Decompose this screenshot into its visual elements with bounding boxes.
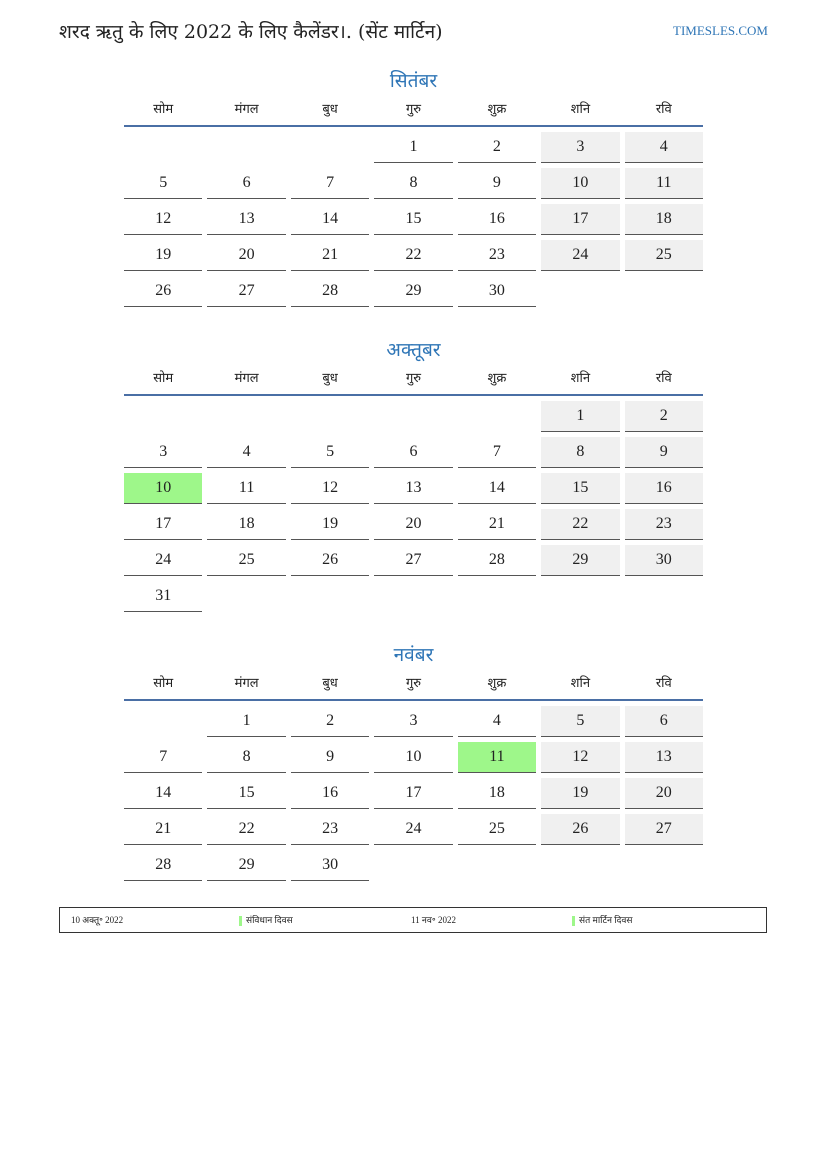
day-cell: 9 — [458, 168, 536, 199]
day-cell: 20 — [207, 240, 285, 271]
empty-cell — [374, 401, 452, 431]
day-cell: 1 — [374, 132, 452, 163]
empty-cell — [207, 401, 285, 431]
day-cell: 4 — [458, 706, 536, 737]
month-september — [124, 67, 703, 307]
weekday-label: बुध — [322, 102, 338, 117]
empty-cell — [541, 276, 619, 306]
day-cell: 24 — [124, 545, 202, 576]
day-cell: 11 — [207, 473, 285, 504]
weekday-label: शनि — [570, 676, 591, 691]
day-cell: 26 — [124, 276, 202, 307]
day-cell: 19 — [124, 240, 202, 271]
day-cell: 13 — [207, 204, 285, 235]
weekday-label: मंगल — [234, 676, 259, 691]
empty-cell — [207, 132, 285, 162]
legend-holiday-name: संविधान दिवस — [246, 915, 293, 925]
empty-cell — [458, 850, 536, 880]
weekday-label: बुध — [322, 371, 338, 386]
day-cell: 16 — [625, 473, 703, 504]
day-cell: 3 — [541, 132, 619, 163]
weekday-label: सोम — [153, 676, 174, 691]
day-cell: 12 — [291, 473, 369, 504]
day-cell: 3 — [374, 706, 452, 737]
empty-cell — [374, 850, 452, 880]
day-cell: 16 — [291, 778, 369, 809]
weekday-header — [124, 669, 703, 701]
day-cell: 13 — [625, 742, 703, 773]
day-cell: 13 — [374, 473, 452, 504]
day-cell: 24 — [541, 240, 619, 271]
day-grid — [124, 401, 703, 612]
day-cell: 8 — [207, 742, 285, 773]
empty-cell — [458, 401, 536, 431]
day-cell: 27 — [207, 276, 285, 307]
day-cell: 5 — [541, 706, 619, 737]
empty-cell — [291, 581, 369, 611]
day-cell: 3 — [124, 437, 202, 468]
day-cell: 20 — [625, 778, 703, 809]
day-cell: 4 — [625, 132, 703, 163]
empty-cell — [541, 850, 619, 880]
month-name: अक्तूबर — [386, 339, 441, 361]
page-title: शरद ऋतु के लिए 2022 के लिए कैलेंडर।. (सेंट मार्टिन) — [59, 21, 443, 43]
day-cell: 26 — [541, 814, 619, 845]
legend-holiday — [239, 908, 293, 932]
day-cell: 1 — [541, 401, 619, 432]
day-cell: 1 — [207, 706, 285, 737]
day-cell: 28 — [291, 276, 369, 307]
empty-cell — [124, 401, 202, 431]
day-cell: 11 — [625, 168, 703, 199]
day-cell: 10 — [374, 742, 452, 773]
day-cell: 12 — [541, 742, 619, 773]
day-cell: 22 — [207, 814, 285, 845]
day-cell: 5 — [291, 437, 369, 468]
weekday-label: गुरु — [405, 676, 422, 691]
day-cell: 19 — [541, 778, 619, 809]
legend-date: 11 नव॰ 2022 — [411, 915, 456, 925]
holiday-marker — [239, 916, 242, 926]
day-cell: 2 — [625, 401, 703, 432]
day-cell: 31 — [124, 581, 202, 612]
month-name: नवंबर — [393, 644, 434, 666]
day-cell: 20 — [374, 509, 452, 540]
weekday-label: शुक्र — [487, 676, 507, 691]
day-cell: 6 — [374, 437, 452, 468]
weekday-label: शनि — [570, 371, 591, 386]
empty-cell — [625, 850, 703, 880]
day-cell: 8 — [541, 437, 619, 468]
day-cell: 6 — [207, 168, 285, 199]
legend-holiday — [572, 908, 633, 932]
day-cell: 27 — [374, 545, 452, 576]
day-cell: 16 — [458, 204, 536, 235]
day-cell: 9 — [625, 437, 703, 468]
day-cell: 9 — [291, 742, 369, 773]
empty-cell — [625, 581, 703, 611]
day-cell: 21 — [124, 814, 202, 845]
month-name: सितंबर — [389, 70, 438, 92]
day-cell: 19 — [291, 509, 369, 540]
day-cell: 4 — [207, 437, 285, 468]
day-cell: 22 — [541, 509, 619, 540]
weekday-label: मंगल — [234, 371, 259, 386]
legend-holiday-name: संत मार्टिन दिवस — [579, 915, 633, 925]
day-cell: 28 — [458, 545, 536, 576]
day-cell: 22 — [374, 240, 452, 271]
empty-cell — [625, 276, 703, 306]
weekday-header — [124, 95, 703, 127]
day-cell: 26 — [291, 545, 369, 576]
weekday-label: रवि — [655, 102, 672, 117]
day-cell: 12 — [124, 204, 202, 235]
holiday-marker — [572, 916, 575, 926]
day-cell: 17 — [124, 509, 202, 540]
day-cell: 23 — [291, 814, 369, 845]
empty-cell — [541, 581, 619, 611]
empty-cell — [124, 132, 202, 162]
empty-cell — [374, 581, 452, 611]
month-october — [124, 336, 703, 612]
day-cell: 17 — [374, 778, 452, 809]
weekday-label: शनि — [570, 102, 591, 117]
day-cell: 29 — [541, 545, 619, 576]
day-cell: 6 — [625, 706, 703, 737]
empty-cell — [207, 581, 285, 611]
weekday-label: बुध — [322, 676, 338, 691]
day-cell: 14 — [458, 473, 536, 504]
empty-cell — [458, 581, 536, 611]
day-cell: 7 — [124, 742, 202, 773]
legend-date: 10 अक्तू॰ 2022 — [71, 915, 124, 925]
day-cell: 2 — [458, 132, 536, 163]
day-cell: 21 — [291, 240, 369, 271]
day-cell: 27 — [625, 814, 703, 845]
weekday-header — [124, 364, 703, 396]
day-cell: 15 — [207, 778, 285, 809]
day-cell: 14 — [124, 778, 202, 809]
day-cell: 25 — [625, 240, 703, 271]
day-cell: 5 — [124, 168, 202, 199]
day-cell: 7 — [458, 437, 536, 468]
day-cell: 18 — [458, 778, 536, 809]
empty-cell — [124, 706, 202, 736]
weekday-label: शुक्र — [487, 102, 507, 117]
weekday-label: गुरु — [405, 371, 422, 386]
weekday-label: सोम — [153, 371, 174, 386]
day-cell: 2 — [291, 706, 369, 737]
empty-cell — [291, 401, 369, 431]
month-november — [124, 641, 703, 881]
day-cell: 15 — [374, 204, 452, 235]
weekday-label: शुक्र — [487, 371, 507, 386]
weekday-label: मंगल — [234, 102, 259, 117]
weekday-label: गुरु — [405, 102, 422, 117]
day-cell: 8 — [374, 168, 452, 199]
day-cell: 30 — [625, 545, 703, 576]
weekday-label: रवि — [655, 371, 672, 386]
day-cell: 25 — [207, 545, 285, 576]
weekday-label: सोम — [153, 102, 174, 117]
site-link[interactable]: TIMESLES.COM — [673, 23, 768, 38]
day-cell: 11 — [458, 742, 536, 773]
day-cell: 17 — [541, 204, 619, 235]
day-cell: 29 — [207, 850, 285, 881]
day-grid — [124, 706, 703, 881]
day-cell: 10 — [541, 168, 619, 199]
day-cell: 29 — [374, 276, 452, 307]
day-cell: 23 — [625, 509, 703, 540]
day-cell: 28 — [124, 850, 202, 881]
day-cell: 21 — [458, 509, 536, 540]
weekday-label: रवि — [655, 676, 672, 691]
day-grid — [124, 132, 703, 307]
day-cell: 25 — [458, 814, 536, 845]
day-cell: 23 — [458, 240, 536, 271]
day-cell: 10 — [124, 473, 202, 504]
day-cell: 14 — [291, 204, 369, 235]
day-cell: 7 — [291, 168, 369, 199]
day-cell: 24 — [374, 814, 452, 845]
day-cell: 30 — [291, 850, 369, 881]
day-cell: 15 — [541, 473, 619, 504]
empty-cell — [291, 132, 369, 162]
day-cell: 18 — [207, 509, 285, 540]
day-cell: 30 — [458, 276, 536, 307]
holiday-legend — [59, 907, 767, 933]
day-cell: 18 — [625, 204, 703, 235]
